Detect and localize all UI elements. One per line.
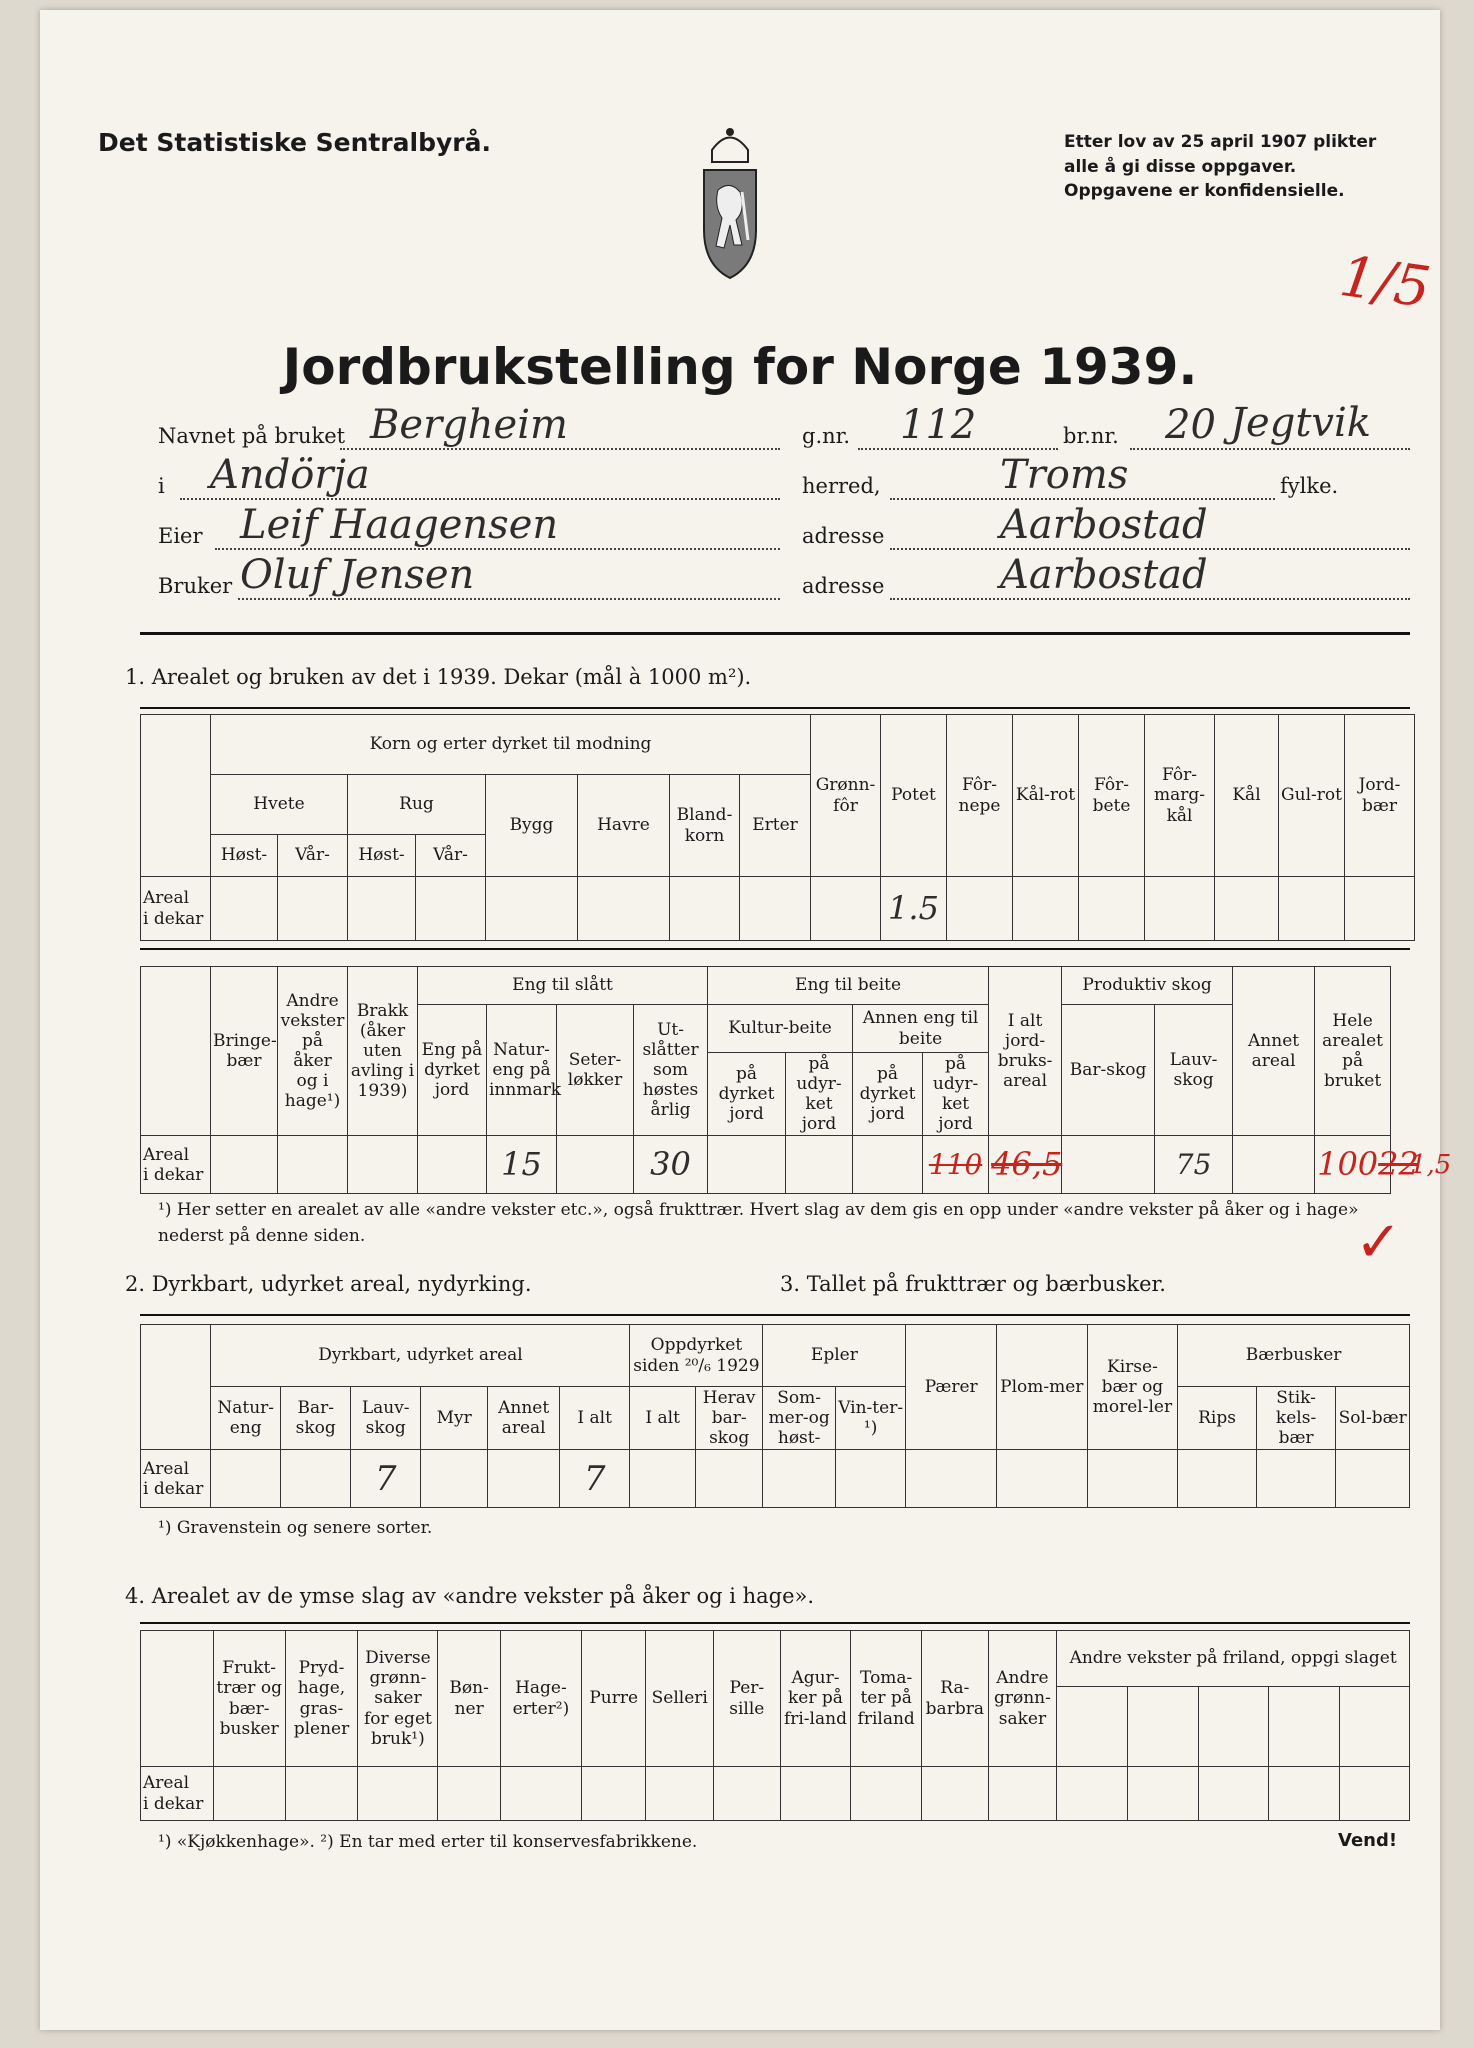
owner-line (215, 548, 780, 550)
user-addr-value: Aarbostad (1000, 552, 1208, 598)
divider (140, 1622, 1410, 1624)
form-title: Jordbrukstelling for Norge 1939. (282, 338, 1198, 396)
coat-of-arms-icon (690, 120, 770, 280)
col-barskog: Bar-skog (1062, 1005, 1155, 1136)
col-potet: Potet (881, 715, 947, 877)
dyrkbart-group-header: Dyrkbart, udyrket areal (211, 1325, 630, 1387)
row-areal: Areal i dekar (141, 1136, 211, 1194)
col-bygg: Bygg (486, 775, 578, 877)
col-kultur-dyrket: på dyrket jord (708, 1053, 786, 1136)
col-rug: Rug (348, 775, 486, 835)
i-alt-jordbruk-value: 46,5 (989, 1136, 1062, 1194)
produktiv-skog-header: Produktiv skog (1062, 967, 1233, 1005)
vend-note: Vend! (1338, 1830, 1398, 1851)
gnr-label: g.nr. (802, 424, 851, 448)
col-hvete-host: Høst- (211, 835, 278, 877)
lauvskog-value: 75 (1155, 1136, 1233, 1194)
form-page (40, 10, 1452, 2030)
bnr-value: 20 (1165, 402, 1216, 448)
agency-name: Det Statistiske Sentralbyrå. (98, 128, 491, 157)
col-rug-host: Høst- (348, 835, 416, 877)
col-gulrot: Gul-rot (1279, 715, 1345, 877)
owner-addr-label: adresse (802, 524, 885, 548)
col-purre: Purre (581, 1631, 645, 1767)
hele-correction-note: 1,5 (1410, 1150, 1452, 1180)
col-eng-dyrket: Eng på dyrket jord (418, 1005, 487, 1136)
fylke-value: Troms (1000, 452, 1129, 498)
owner-addr-value: Aarbostad (1000, 502, 1208, 548)
col-sommer-epler: Som-mer-og høst- (763, 1387, 836, 1450)
col-naturеng2: Natur-eng (211, 1387, 280, 1450)
user-addr-line (890, 598, 1410, 600)
bnr-note: Jegtvik (1230, 400, 1372, 446)
col-rug-var: Vår- (416, 835, 486, 877)
gnr-value: 112 (900, 402, 977, 448)
hele-value: 10022 (1315, 1136, 1391, 1194)
col-persille: Per-sille (714, 1631, 781, 1767)
col-i-alt-jordbruk: I alt jord-bruks-areal (989, 967, 1062, 1136)
potet-value: 1.5 (881, 877, 947, 941)
fylke-label: fylke. (1280, 474, 1339, 498)
col-erter: Erter (740, 775, 811, 877)
section1-heading: 1. Arealet og bruken av det i 1939. Dekar (mål à 1000 m²). (125, 665, 752, 689)
section2-heading: 2. Dyrkbart, udyrket areal, nydyrking. (125, 1272, 532, 1296)
col-kalrot: Kål-rot (1013, 715, 1079, 877)
col-jordbaer: Jord-bær (1345, 715, 1415, 877)
section4-heading: 4. Arealet av de ymse slag av «andre vekster på åker og i hage». (125, 1584, 815, 1608)
eng-beite-header: Eng til beite (708, 967, 989, 1005)
col-brakk: Brakk (åker uten avling i 1939) (348, 967, 418, 1136)
farm-value: Bergheim (370, 402, 568, 448)
col-plommer: Plom-mer (997, 1325, 1088, 1450)
naturеng-value: 15 (487, 1136, 557, 1194)
col-prydhage: Pryd-hage, gras-plener (285, 1631, 358, 1767)
bnr-line (1130, 448, 1410, 450)
i-label: i (158, 474, 165, 498)
col-herav-barskog: Herav bar-skog (695, 1387, 762, 1450)
law-notice: Etter lov av 25 april 1907 plikter alle å gi disse oppgaver. Oppgavene er konfidensielle. (1064, 132, 1377, 202)
col-hageerter: Hage-erter²) (500, 1631, 581, 1767)
col-hvete: Hvete (211, 775, 348, 835)
row-areal: Areal i dekar (141, 1767, 214, 1821)
eng-slatt-header: Eng til slått (418, 967, 708, 1005)
andre-vekster-header: Andre vekster på friland, oppgi slaget (1057, 1631, 1410, 1687)
user-addr-label: adresse (802, 574, 885, 598)
col-annet-areal: Annet areal (1233, 967, 1315, 1136)
section1-table-a (140, 714, 1415, 941)
divider (140, 1314, 1410, 1316)
col-oppdyrket-i-alt: I alt (630, 1387, 695, 1450)
section1-footnote: ¹) Her setter en arealet av alle «andre vekster etc.», også frukttrær. Hvert slag av dem gis en opp under «andre vekster på åker og i hage» nederst på denne siden. (158, 1200, 1359, 1246)
col-annet2: Annet areal (488, 1387, 560, 1450)
row-areal: Areal i dekar (141, 1450, 211, 1508)
user-value: Oluf Jensen (240, 552, 475, 598)
margin-note: 1/5 (1335, 244, 1435, 321)
col-blandkorn: Bland-korn (670, 775, 740, 877)
section1-table-b (140, 966, 1474, 1194)
oppdyrket-header: Oppdyrket siden ²⁰/₆ 1929 (630, 1325, 763, 1387)
col-utslatter: Ut-slåtter som høstes årlig (634, 1005, 708, 1136)
utslatter-value: 30 (634, 1136, 708, 1194)
col-rips: Rips (1178, 1387, 1257, 1450)
col-diverse: Diverse grønn-saker for eget bruk¹) (358, 1631, 438, 1767)
check-mark-icon: ✓ (1355, 1210, 1402, 1275)
col-lauvskog2: Lauv-skog (351, 1387, 420, 1450)
bnr-label: br.nr. (1063, 424, 1119, 448)
col-solbaer: Sol-bær (1336, 1387, 1410, 1450)
col-naturеng: Natur-eng på innmark (487, 1005, 557, 1136)
col-vinter-epler: Vin-ter-¹) (835, 1387, 906, 1450)
col-kultur-udyrket: på udyr-ket jord (786, 1053, 853, 1136)
herred-label: herred, (802, 474, 881, 498)
section4-table (140, 1630, 1410, 1821)
divider (140, 948, 1410, 950)
gnr-line (858, 448, 1058, 450)
col-hvete-var: Vår- (278, 835, 348, 877)
col-andre-vekster: Andre vekster på åker og i hage¹) (278, 967, 348, 1136)
col-kulturbeite: Kultur-beite (708, 1005, 853, 1053)
col-barskog2: Bar-skog (280, 1387, 350, 1450)
fylke-line (890, 498, 1275, 500)
col-bonner: Bøn-ner (438, 1631, 500, 1767)
owner-value: Leif Haagensen (240, 502, 559, 548)
i-alt2-value: 7 (559, 1450, 630, 1508)
col-annen-eng: Annen eng til beite (853, 1005, 989, 1053)
col-kal: Kål (1215, 715, 1279, 877)
col-gronnfor: Grønn-fôr (811, 715, 881, 877)
col-fornepe: Fôr-nepe (947, 715, 1013, 877)
col-havre: Havre (578, 775, 670, 877)
section3-heading: 3. Tallet på frukttrær og bærbusker. (780, 1272, 1166, 1296)
col-frukttraer: Frukt-trær og bær-busker (213, 1631, 285, 1767)
annen-udyrket-value: 110 (923, 1136, 989, 1194)
col-forbete: Fôr-bete (1079, 715, 1145, 877)
epler-header: Epler (763, 1325, 906, 1387)
col-paerer: Pærer (906, 1325, 997, 1450)
col-stikkelsbaer: Stik-kels-bær (1256, 1387, 1336, 1450)
col-myr: Myr (420, 1387, 487, 1450)
col-formargkal: Fôr-marg-kål (1145, 715, 1215, 877)
section23-table (140, 1324, 1410, 1508)
col-selleri: Selleri (646, 1631, 714, 1767)
col-lauvskog: Lauv-skog (1155, 1005, 1233, 1136)
row-areal: Areal i dekar (141, 877, 211, 941)
baerbusker-header: Bærbusker (1178, 1325, 1410, 1387)
owner-addr-line (890, 548, 1410, 550)
col-andre-gronn: Andre grønn-saker (988, 1631, 1057, 1767)
farm-label: Navnet på bruket (158, 424, 346, 448)
divider (140, 707, 1410, 709)
col-tomater: Toma-ter på friland (851, 1631, 922, 1767)
col-seterlokker: Seter-løkker (557, 1005, 634, 1136)
section4-footnote: ¹) «Kjøkkenhage». ²) En tar med erter til konservesfabrikkene. (158, 1832, 698, 1852)
lauvskog2-value: 7 (351, 1450, 420, 1508)
col-rabarbra: Ra-barbra (922, 1631, 989, 1767)
user-line (238, 598, 780, 600)
herred-line (180, 498, 780, 500)
section3-footnote: ¹) Gravenstein og senere sorter. (158, 1518, 433, 1538)
col-annen-udyrket: på udyr-ket jord (923, 1053, 989, 1136)
farm-line (340, 448, 780, 450)
col-hele-areal: Hele arealet på bruket (1315, 967, 1391, 1136)
divider (140, 632, 1410, 635)
user-label: Bruker (158, 574, 233, 598)
col-i-alt2: I alt (559, 1387, 630, 1450)
korn-group-header: Korn og erter dyrket til modning (211, 715, 811, 775)
col-annen-dyrket: på dyrket jord (853, 1053, 923, 1136)
col-bringebaer: Bringe-bær (211, 967, 278, 1136)
herred-value: Andörja (210, 452, 370, 498)
owner-label: Eier (158, 524, 203, 548)
col-agurker: Agur-ker på fri-land (780, 1631, 851, 1767)
col-kirsebaer: Kirse-bær og morel-ler (1087, 1325, 1178, 1450)
